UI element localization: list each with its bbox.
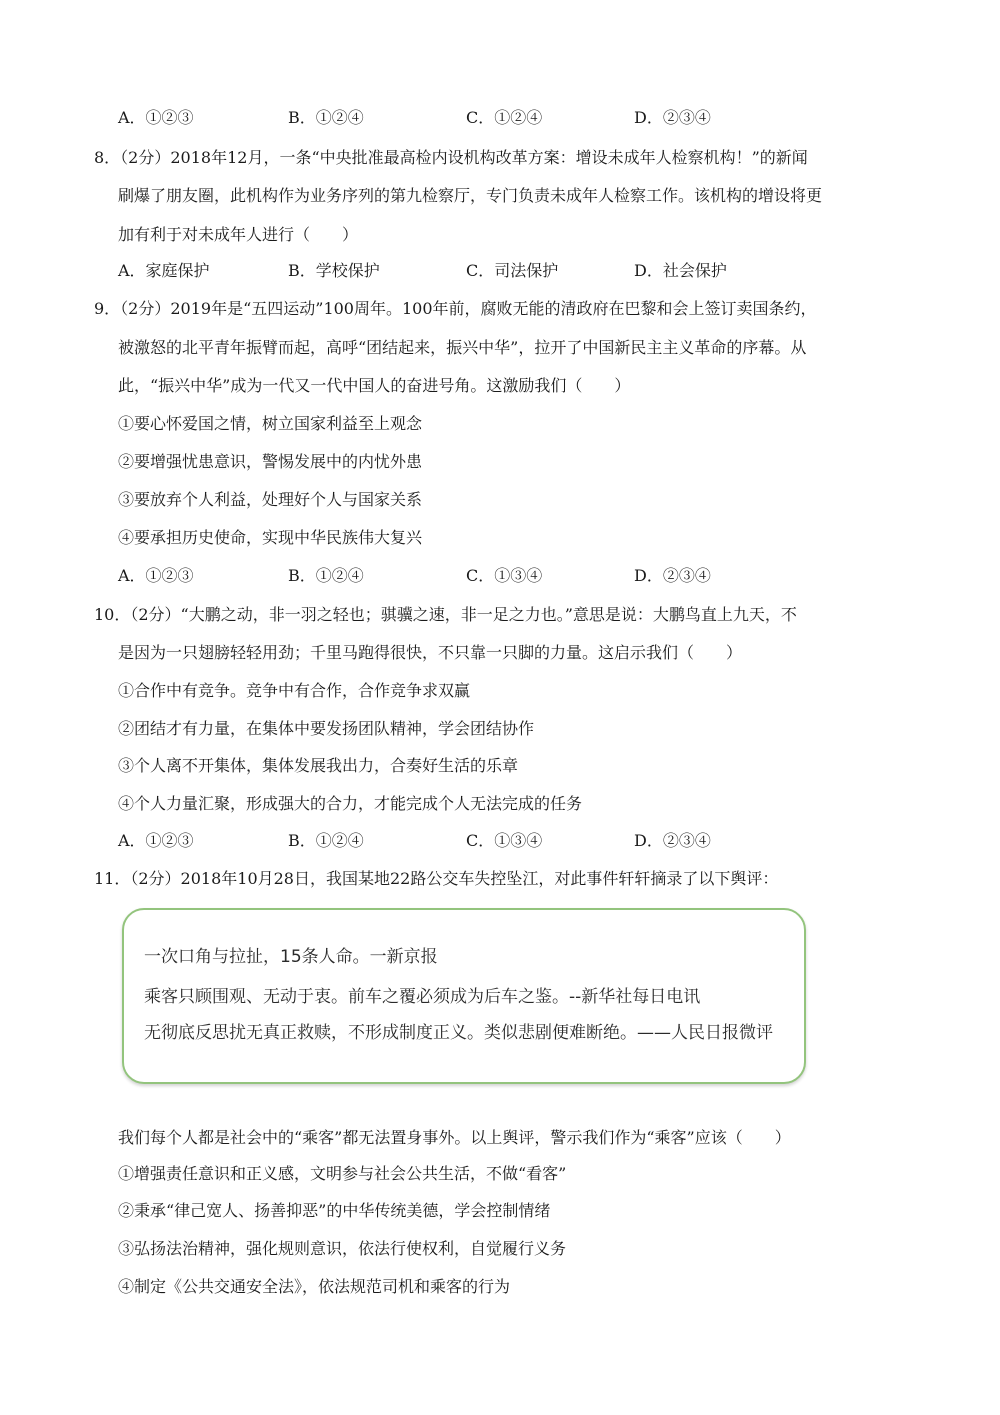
option-d: D．②③④ [634,566,711,585]
q9-statement-2: ②要增强忧患意识，警惕发展中的内忧外患 [118,452,423,471]
q8-options [118,261,838,281]
option-a: A．①②③ [118,831,194,850]
q9-statement-4: ④要承担历史使命，实现中华民族伟大复兴 [118,528,423,547]
q9-statement-3: ③要放弃个人利益，处理好个人与国家关系 [118,490,423,509]
option-c: C．①③④ [466,566,543,585]
quote-1: 一次口角与拉扯，15条人命。一新京报 [144,947,438,967]
q10-statement-3: ③个人离不开集体，集体发展我出力，合奏好生活的乐章 [118,756,519,775]
q11-prompt: 我们每个人都是社会中的“乘客”都无法置身事外。以上舆评，警示我们作为“乘客”应该（ ） [118,1128,791,1147]
option-c: C．司法保护 [466,261,559,280]
q11-statement-1: ①增强责任意识和正义感，文明参与社会公共生活，不做“看客” [118,1164,567,1183]
q10-statement-4: ④个人力量汇聚，形成强大的合力，才能完成个人无法完成的任务 [118,794,583,813]
option-b: B．①②④ [288,831,364,850]
option-b: B．①②④ [288,108,364,127]
q8-stem-line-1: 8．（2分）2018年12月，一条“中央批准最高检内设机构改革方案：增设未成年人检察机构！”的新闻 [94,148,808,167]
q10-stem-line-2: 是因为一只翅膀轻轻用劲；千里马跑得很快，不只靠一只脚的力量。这启示我们（ ） [118,643,743,662]
q9-stem-line-2: 被激怒的北平青年振臂而起，高呼“团结起来，振兴中华”，拉开了中国新民主主义革命的序幕。从 [118,338,807,357]
option-a: A．①②③ [118,566,194,585]
q11-statement-3: ③弘扬法治精神，强化规则意识，依法行使权利，自觉履行义务 [118,1239,567,1258]
q10-options [118,831,838,851]
option-d: D．②③④ [634,831,711,850]
q11-statement-4: ④制定《公共交通安全法》，依法规范司机和乘客的行为 [118,1277,511,1296]
q8-stem-line-2: 刷爆了朋友圈，此机构作为业务序列的第九检察厅，专门负责未成年人检察工作。该机构的增设将更 [118,186,823,205]
q11-stem-line-1: 11．（2分）2018年10月28日，我国某地22路公交车失控坠江，对此事件轩轩摘录了以下舆评： [94,869,779,888]
q11-statement-2: ②秉承“律己宽人、扬善抑恶”的中华传统美德，学会控制情绪 [118,1201,551,1220]
q10-stem-line-1: 10．（2分）“大鹏之动，非一羽之轻也；骐骥之速，非一足之力也。”意思是说：大鹏鸟直上九天，不 [94,605,797,624]
press-quotes-box [122,908,806,1084]
option-c: C．①②④ [466,108,543,127]
q8-stem-line-3: 加有利于对未成年人进行（ ） [118,225,359,244]
option-d: D．②③④ [634,108,711,127]
option-d: D．社会保护 [634,261,727,280]
option-b: B．①②④ [288,566,364,585]
option-c: C．①③④ [466,831,543,850]
option-a: A．①②③ [118,108,194,127]
q9-statement-1: ①要心怀爱国之情，树立国家利益至上观念 [118,414,423,433]
q10-statement-2: ②团结才有力量，在集体中要发扬团队精神，学会团结协作 [118,719,535,738]
q9-stem-line-1: 9．（2分）2019年是“五四运动”100周年。100年前，腐败无能的清政府在巴黎和会上签订卖国条约， [94,299,817,318]
option-b: B．学校保护 [288,261,380,280]
quote-2: 乘客只顾围观、无动于衷。前车之覆必须成为后车之鉴。--新华社每日电讯 [144,987,701,1007]
q7-options [118,108,838,128]
quote-3: 无彻底反思扰无真正救赎，不形成制度正义。类似悲剧便难断绝。——人民日报微评 [144,1023,773,1043]
q10-statement-1: ①合作中有竞争。竞争中有合作，合作竞争求双赢 [118,681,471,700]
q9-stem-line-3: 此，“振兴中华”成为一代又一代中国人的奋进号角。这激励我们（ ） [118,376,631,395]
option-a: A．家庭保护 [118,261,210,280]
q9-options [118,566,838,586]
